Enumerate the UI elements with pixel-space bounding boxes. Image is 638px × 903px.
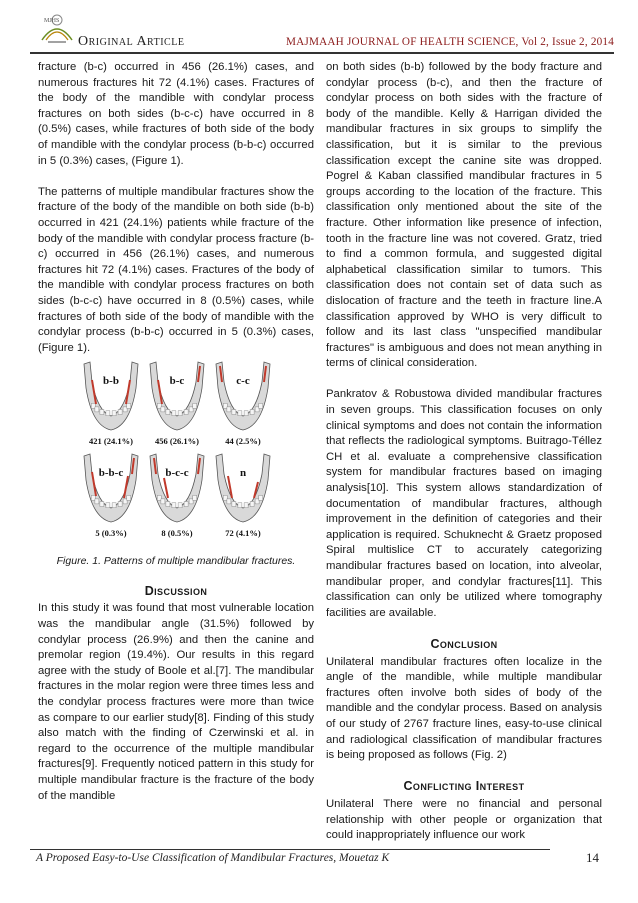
panel-value: 421 (24.1%) [89, 436, 133, 447]
tooth-icon [250, 410, 254, 415]
right-column [326, 60, 602, 844]
right-paragraph-2: Pankratov & Robustowa divided mandibular fractures in seven groups. This classification focuses on only clinical symptoms and does not contain the information that reflects the radiological symptoms. Buitrago-Téllez CH et al. evaluate a comprehensive classification system for mandibular fractures based on imaging analysis[10]. This system allows standardization of documentation of mandibular fractures, although improvement in the definition of categories and their application is required. Schuknecht & Graetz proposed Spiral multislice CT to accurately categorizing mandibular fractures based on location, into alveolar, mandibular proper, and condylar fractures[11]. This classification can only be utilized where tomography facilities are available. [326, 388, 602, 619]
tooth-icon [127, 496, 131, 501]
tooth-icon [223, 496, 227, 501]
tooth-icon [189, 499, 193, 504]
tooth-icon [157, 496, 161, 501]
tooth-icon [91, 496, 95, 501]
mandible-icon [216, 454, 270, 522]
panel-label: b-b [103, 375, 119, 388]
tooth-icon [232, 410, 236, 415]
journal-title: MAJMAAH JOURNAL OF HEALTH SCIENCE, Vol 2, Issue 2, 2014 [286, 36, 614, 48]
tooth-icon [166, 410, 170, 415]
tooth-icon [123, 499, 127, 504]
tooth-icon [184, 410, 188, 415]
panel-label: c-c [236, 375, 250, 388]
tooth-icon [118, 410, 122, 415]
tooth-icon [91, 404, 95, 409]
mandible-panel-b-b-c [84, 454, 138, 538]
tooth-icon [100, 410, 104, 415]
tooth-icon [106, 411, 110, 416]
conflict-heading: Conflicting Interest [403, 779, 525, 794]
tooth-icon [127, 404, 131, 409]
mandible-figure [78, 360, 278, 550]
page-header [30, 8, 614, 50]
figure-caption: Figure. 1. Patterns of multiple mandibular fractures. [56, 555, 296, 568]
tooth-icon [259, 496, 263, 501]
tooth-icon [259, 404, 263, 409]
running-title: A Proposed Easy-to-Use Classification of Mandibular Fractures, Mouetaz K [36, 852, 390, 864]
left-paragraph-2: The patterns of multiple mandibular fractures show the fracture of the body of the mandible on both side (b-b) occurred in 421 (24.1%) patients while fracture of the body of the mandible with condylar process fracture (b-c) occurred in 456 (26.1%) cases, and numerous fractures hit 72 (4.1%) cases. Fractures of the body of the mandible with condylar process fractures on both sides (b-c-c) have occurred in 8 (0.5%) cases, while fractures of both side of the body of mandible with the condylar process (b-b-c) occurred in 5 (0.3%) cases, (Figure 1). [38, 185, 314, 354]
panel-value: 8 (0.5%) [161, 528, 193, 539]
tooth-icon [118, 502, 122, 507]
tooth-icon [100, 502, 104, 507]
discussion-heading: Discussion [144, 583, 208, 598]
tooth-icon [161, 499, 165, 504]
panel-label: n [239, 467, 247, 480]
mandible-icon [216, 362, 270, 430]
panel-label: b-c-c [165, 467, 189, 480]
mandible-panel-n [216, 454, 270, 538]
left-paragraph-1: fracture (b-c) occurred in 456 (26.1%) cases, and numerous fractures hit 72 (4.1%) cases. Fractures of the body of the mandible with condylar process fractures on both sides (b-c-c) have occurred in 8 (0.5%) cases, while fractures of both side of the body of mandible with the condylar process (b-b-c) occurred in 5 (0.3%) cases, (Figure 1). [38, 61, 314, 167]
logo-text: MJHS [44, 18, 60, 24]
left-paragraph-3: In this study it was found that most vulnerable location was the mandibular angle (31.5%) followed by condylar process (26.9%) and then the canine and premolar region (19.4%). Our results in this regard agree with the study of Boole et al.[7]. The mandibular fractures in the molar region were three times less and the condylar process fractures were more than twice as compare to our earlier study[8]. Finding of this study also match with the finding of Czerwinski et al. in regard to the occurrence of the multiple mandibular fractures[9]. Frequently noticed pattern in this study for multiple mandibular fracture is the fracture of the body of the mandible [38, 602, 314, 802]
tooth-icon [255, 499, 259, 504]
tooth-icon [227, 407, 231, 412]
mandible-icon [150, 454, 204, 522]
tooth-icon [157, 404, 161, 409]
tooth-icon [172, 411, 176, 416]
tooth-icon [227, 499, 231, 504]
tooth-icon [255, 407, 259, 412]
tooth-icon [166, 502, 170, 507]
tooth-icon [193, 404, 197, 409]
tooth-icon [178, 503, 182, 508]
mandible-panel-b-b [84, 362, 138, 446]
tooth-icon [189, 407, 193, 412]
tooth-icon [106, 503, 110, 508]
mandible-panel-c-c [216, 362, 270, 446]
mandible-icon [150, 362, 204, 430]
panel-label: b-b-c [98, 467, 124, 480]
tooth-icon [123, 407, 127, 412]
footer-rule [30, 849, 550, 850]
panel-value: 44 (2.5%) [225, 436, 261, 447]
page-number: 14 [586, 850, 599, 865]
section-label: Original Article [78, 34, 185, 49]
right-paragraph-4: Unilateral There were no financial and personal relationship with other people or organization that could inappropriately influence our work [326, 797, 602, 842]
panel-value: 72 (4.1%) [225, 528, 261, 539]
tooth-icon [223, 404, 227, 409]
tooth-icon [172, 503, 176, 508]
panel-value: 456 (26.1%) [155, 436, 199, 447]
tooth-icon [161, 407, 165, 412]
conclusion-heading: Conclusion [430, 636, 498, 651]
header-rule [30, 52, 614, 54]
left-column [38, 60, 314, 804]
tooth-icon [112, 503, 116, 508]
tooth-icon [244, 411, 248, 416]
right-paragraph-1: on both sides (b-b) followed by the body fracture and condylar process (b-c), and then the fracture of condylar process on both sides with the fracture of body of the mandible. Kelly & Harrigan divided the mandibular fractures in six groups to simplify the classification, but it is similar to the previous classification except the canine site was dropped. Pogrel & Kaban classified mandibular fractures in 5 groups according to the location of the fracture. This classification only mentioned about the site of the fracture. Other information like presence of infection, tooth in the fracture line was not covered. Gratz, tried to find a common formula, and suggested digital alphabetical classification similar to tumors. This classification does not contain set of data such as dislocation of fracture and the teeth in fracture line.A classification approved by WHO is very difficult to follow and its last class "unspecified mandibular fractures" is ambiguous and does not mean anything in terms of clinical consideration. [326, 61, 602, 370]
panel-value: 5 (0.3%) [95, 528, 127, 539]
tooth-icon [184, 502, 188, 507]
mandible-icon [84, 362, 138, 430]
panel-label: b-c [169, 375, 185, 388]
mandible-panel-b-c [150, 362, 204, 446]
tooth-icon [193, 496, 197, 501]
tooth-icon [95, 499, 99, 504]
tooth-icon [238, 503, 242, 508]
tooth-icon [244, 503, 248, 508]
tooth-icon [178, 411, 182, 416]
tooth-icon [95, 407, 99, 412]
figure-1 [38, 360, 314, 550]
tooth-icon [232, 502, 236, 507]
mandible-icon [84, 454, 138, 522]
right-paragraph-3: Unilateral mandibular fractures often localize in the angle of the mandible, while multiple mandibular fractures often involve both sides of body of the mandible and the condylar process. Based on analysis of our study of 2767 fracture lines, easy-to-use clinical and radiological classification of mandibular fractures is being proposed as follows (Fig. 2) [326, 655, 602, 762]
tooth-icon [250, 502, 254, 507]
journal-logo-icon [38, 10, 76, 44]
mandible-panel-b-c-c [150, 454, 204, 538]
tooth-icon [238, 411, 242, 416]
tooth-icon [112, 411, 116, 416]
